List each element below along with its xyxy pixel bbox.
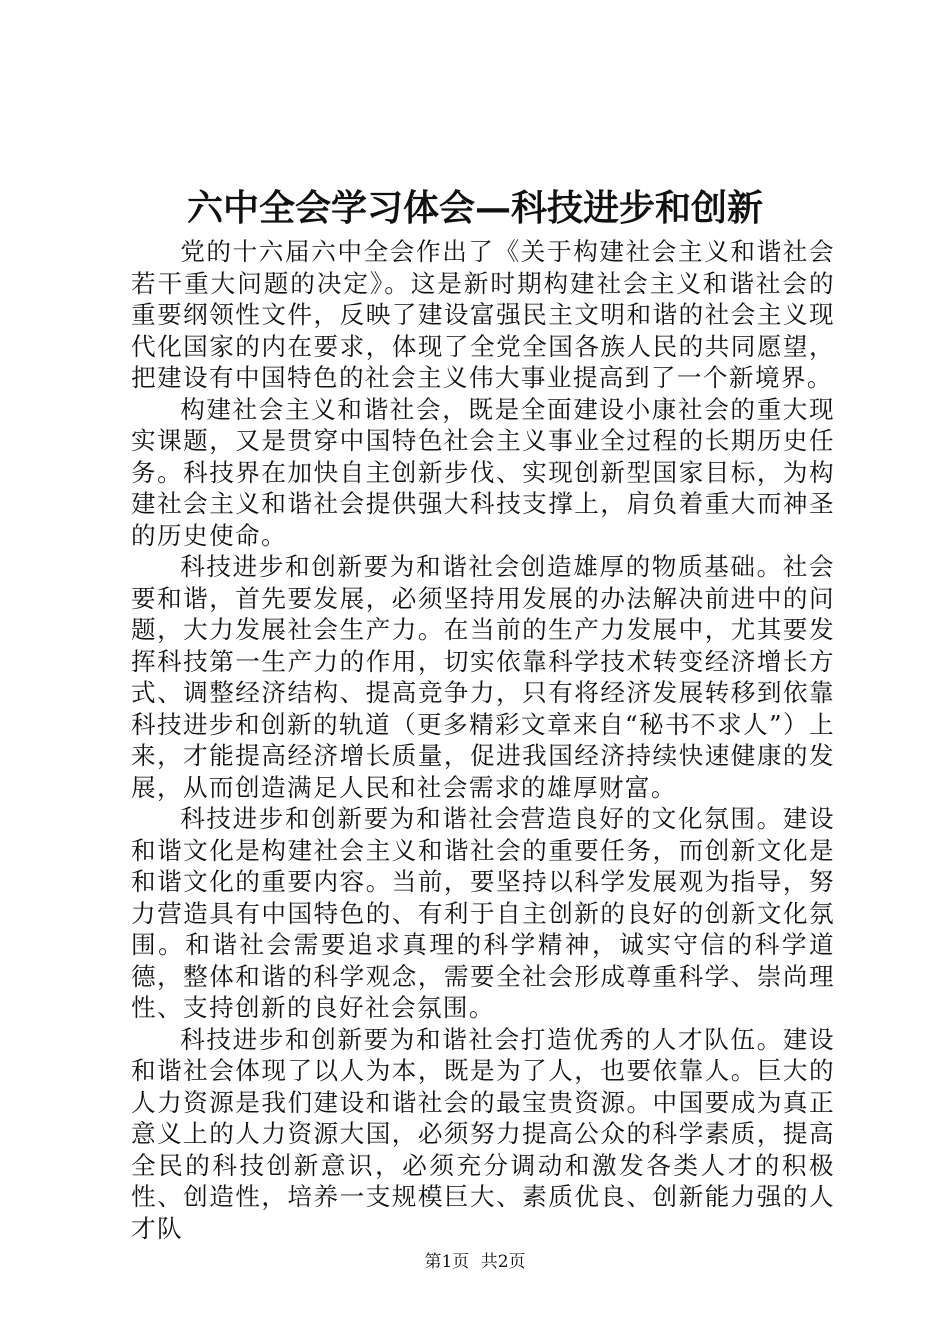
document-body xyxy=(131,236,835,1244)
paragraph-5: 科技进步和创新要为和谐社会打造优秀的人才队伍。建设和谐社会体现了以人为本，既是为了人，也要依靠人。巨大的人力资源是我们建设和谐社会的最宝贵资源。中国要成为真正意义上的人力资源大国，必须努力提高公众的科学素质，提高全民的科技创新意识，必须充分调动和激发各类人才的积极性、创造性，培养一支规模巨大、素质优良、创新能力强的人才队 xyxy=(131,1024,835,1243)
page-total: 共2页 xyxy=(480,1252,526,1272)
paragraph-1: 党的十六届六中全会作出了《关于构建社会主义和谐社会若干重大问题的决定》。这是新时期构建社会主义和谐社会的重要纲领性文件，反映了建设富强民主文明和谐的社会主义现代化国家的内在要求，体现了全党全国各族人民的共同愿望，把建设有中国特色的社会主义伟大事业提高到了一个新境界。 xyxy=(131,237,835,392)
page-number: 第1页 xyxy=(424,1252,470,1272)
document-title: 六中全会学习体会—科技进步和创新 xyxy=(186,187,763,229)
paragraph-2: 构建社会主义和谐社会，既是全面建设小康社会的重大现实课题，又是贯穿中国特色社会主义事业全过程的长期历史任务。科技界在加快自主创新步伐、实现创新型国家目标，为构建社会主义和谐社会提供强大科技支撑上，肩负着重大而神圣的历史使命。 xyxy=(131,394,835,550)
page-footer xyxy=(0,1250,950,1274)
paragraph-3: 科技进步和创新要为和谐社会创造雄厚的物质基础。社会要和谐，首先要发展，必须坚持用发展的办法解决前进中的问题，大力发展社会生产力。在当前的生产力发展中，尤其要发挥科技第一生产力的作用，切实依靠科学技术转变经济增长方式、调整经济结构、提高竞争力，只有将经济发展转移到依靠科技进步和创新的轨道（更多精彩文章来自“秘书不求人”）上来，才能提高经济增长质量，促进我国经济持续快速健康的发展，从而创造满足人民和社会需求的雄厚财富。 xyxy=(131,552,835,802)
paragraph-4: 科技进步和创新要为和谐社会营造良好的文化氛围。建设和谐文化是构建社会主义和谐社会的重要任务，而创新文化是和谐文化的重要内容。当前，要坚持以科学发展观为指导，努力营造具有中国特色的、有利于自主创新的良好的创新文化氛围。和谐社会需要追求真理的科学精神，诚实守信的科学道德，整体和谐的科学观念，需要全社会形成尊重科学、崇尚理性、支持创新的良好社会氛围。 xyxy=(131,804,835,1022)
